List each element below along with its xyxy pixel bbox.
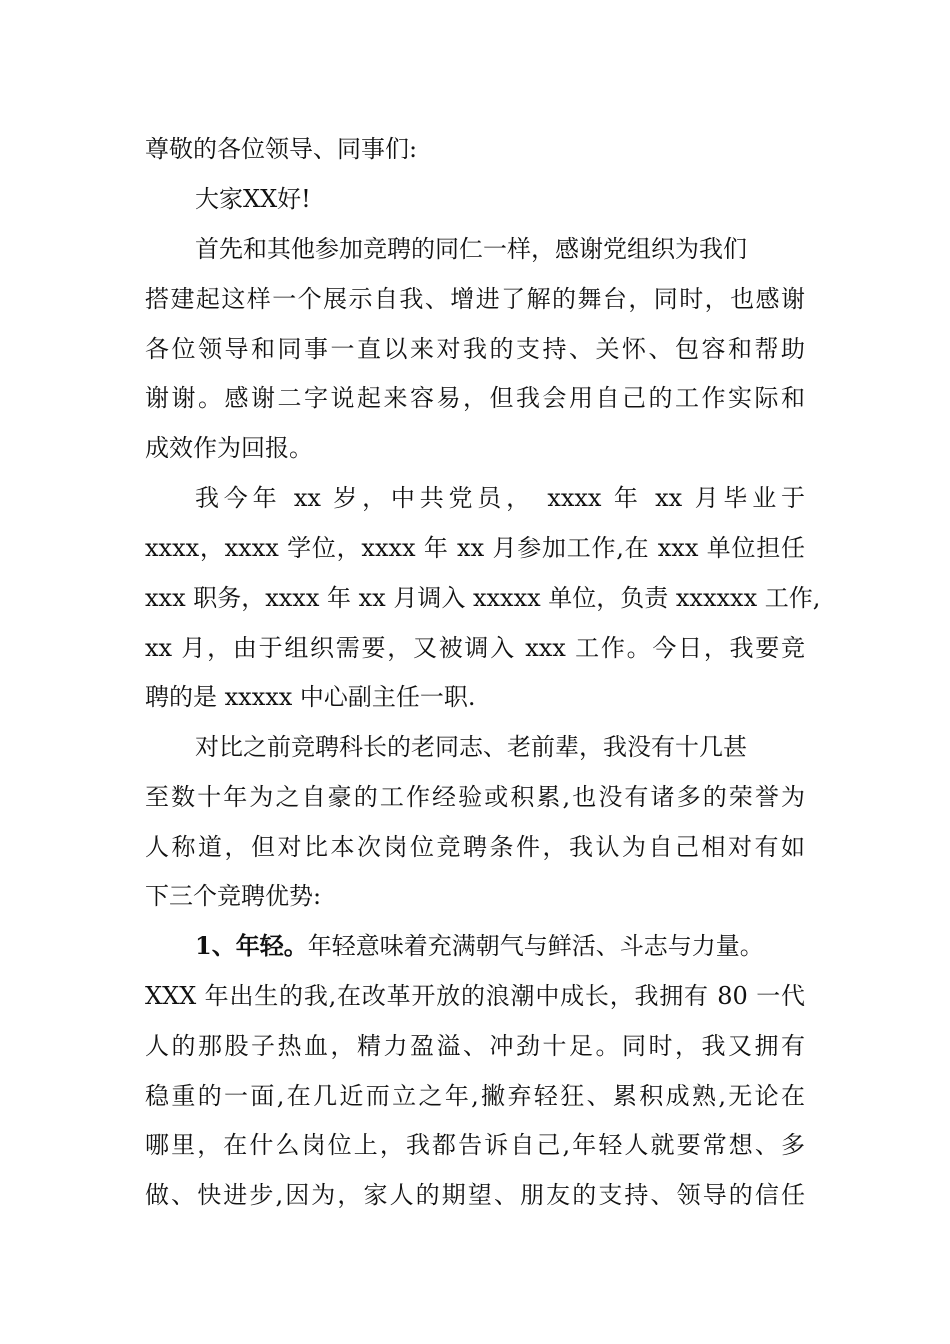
paragraph-4-first-line bbox=[195, 926, 764, 966]
paragraph-4-line: 稳重的一面,在几近而立之年,撇弃轻狂、累积成熟,无论在 bbox=[145, 1082, 805, 1110]
salutation: 尊敬的各位领导、同事们: bbox=[145, 135, 418, 163]
greeting: 大家XX好! bbox=[195, 185, 311, 213]
paragraph-4-line: 做、快进步,因为，家人的期望、朋友的支持、领导的信任 bbox=[145, 1181, 805, 1209]
paragraph-1-line: 首先和其他参加竞聘的同仁一样，感谢党组织为我们 bbox=[195, 235, 747, 263]
paragraph-4-line: 人的那股子热血，精力盈溢、冲劲十足。同时，我又拥有 bbox=[145, 1032, 805, 1060]
paragraph-4-text: 年轻意味着充满朝气与鲜活、斗志与力量。 bbox=[307, 932, 764, 960]
paragraph-3-line: 至数十年为之自豪的工作经验或积累,也没有诸多的荣誉为 bbox=[145, 783, 805, 811]
paragraph-4-line: XXX 年出生的我,在改革开放的浪潮中成长，我拥有 80 一代 bbox=[145, 982, 805, 1010]
paragraph-3-line: 下三个竞聘优势: bbox=[145, 882, 322, 910]
paragraph-2-line: 聘的是 xxxxx 中心副主任一职. bbox=[145, 683, 476, 711]
paragraph-3-line: 人称道，但对比本次岗位竞聘条件，我认为自己相对有如 bbox=[145, 833, 805, 861]
paragraph-2-line: xxx 职务，xxxx 年 xx 月调入 xxxxx 单位，负责 xxxxxx 工作, bbox=[145, 584, 821, 612]
paragraph-1-line: 搭建起这样一个展示自我、增进了解的舞台，同时，也感谢 bbox=[145, 285, 805, 313]
paragraph-2-line: 我今年 xx 岁，中共党员， xxxx 年 xx 月毕业于 bbox=[195, 484, 805, 512]
paragraph-1-line: 谢谢。感谢二字说起来容易，但我会用自己的工作实际和 bbox=[145, 384, 805, 412]
paragraph-2-line: xx 月，由于组织需要，又被调入 xxx 工作。今日，我要竞 bbox=[145, 634, 805, 662]
section-heading: 1、年轻。 bbox=[195, 931, 308, 960]
paragraph-4-line: 哪里，在什么岗位上，我都告诉自己,年轻人就要常想、多 bbox=[145, 1131, 805, 1159]
paragraph-2-line: xxxx，xxxx 学位，xxxx 年 xx 月参加工作,在 xxx 单位担任 bbox=[145, 534, 805, 562]
paragraph-1-line: 成效作为回报。 bbox=[145, 434, 313, 462]
paragraph-1-line: 各位领导和同事一直以来对我的支持、关怀、包容和帮助 bbox=[145, 335, 805, 363]
paragraph-3-line: 对比之前竞聘科长的老同志、老前辈，我没有十几甚 bbox=[195, 733, 747, 761]
